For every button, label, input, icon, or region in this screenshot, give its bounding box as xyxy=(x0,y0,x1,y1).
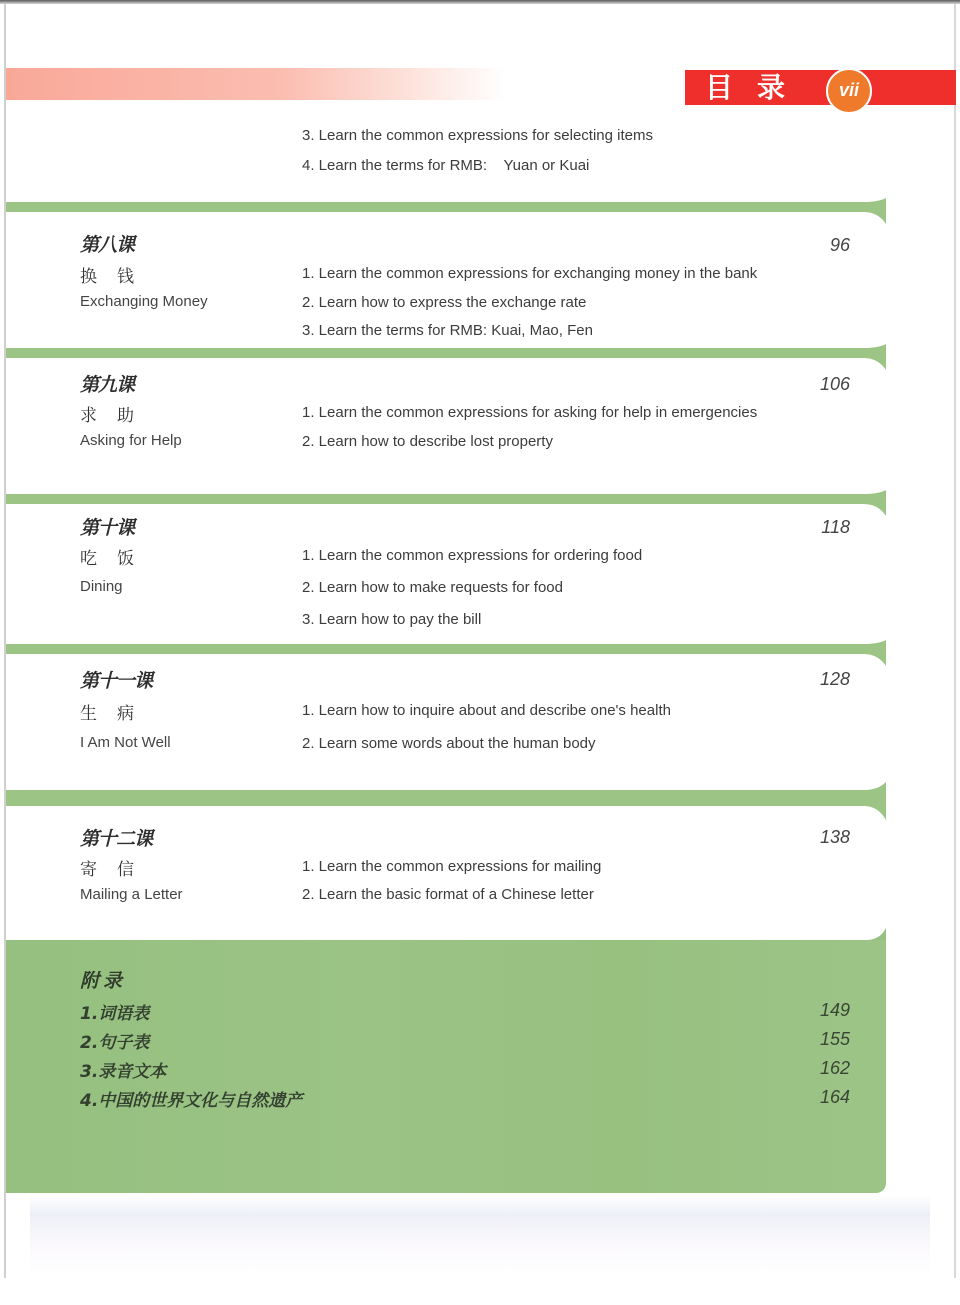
appendix-page-number: 155 xyxy=(819,1029,850,1049)
objective-item: 4. Learn the terms for RMB: Yuan or Kuai xyxy=(302,157,590,174)
appendix-item: 4.中国的世界文化与自然遗产 xyxy=(80,1091,303,1111)
objective-item: 1. Learn how to inquire about and describe one's health xyxy=(302,702,671,719)
section-divider-band xyxy=(6,198,886,224)
lesson-number: 第十课 xyxy=(80,517,135,539)
page-title: 目录 xyxy=(705,71,810,104)
lesson-title-en: Exchanging Money xyxy=(80,293,208,310)
objective-item: 2. Learn the basic format of a Chinese letter xyxy=(302,886,594,903)
lesson-title-cn: 换钱 xyxy=(80,267,154,287)
appendix-page-number: 162 xyxy=(819,1058,850,1078)
objective-item: 3. Learn the terms for RMB: Kuai, Mao, Fen xyxy=(302,322,593,339)
lesson-page-number: 106 xyxy=(819,374,850,394)
page-right-edge xyxy=(954,4,956,1279)
appendix-page-number: 164 xyxy=(819,1087,850,1107)
objective-item: 1. Learn the common expressions for asking for help in emergencies xyxy=(302,404,758,421)
lesson-title-en: Mailing a Letter xyxy=(80,886,183,903)
section-divider-band xyxy=(6,344,886,370)
objective-item: 1. Learn the common expressions for ordering food xyxy=(302,547,643,564)
lesson-title-en: Dining xyxy=(80,578,123,595)
objective-item: 1. Learn the common expressions for exchanging money in the bank xyxy=(302,265,758,282)
page-number-badge: vii xyxy=(826,68,872,114)
lesson-title-cn: 吃饭 xyxy=(80,549,154,569)
section-divider-band xyxy=(6,782,886,820)
lesson-number: 第十一课 xyxy=(80,670,153,692)
scan-top-shadow xyxy=(0,0,960,4)
lesson-title-cn: 寄信 xyxy=(80,860,154,880)
lesson-page-number: 96 xyxy=(829,235,850,255)
lesson-number: 第八课 xyxy=(80,234,135,256)
objective-item: 2. Learn how to express the exchange rate xyxy=(302,294,587,311)
lesson-page-number: 118 xyxy=(821,517,850,537)
lesson-title-cn: 生病 xyxy=(80,704,154,724)
lesson-title-en: Asking for Help xyxy=(80,432,182,449)
header-pink-stripe xyxy=(6,68,506,100)
lesson-page-number: 138 xyxy=(819,827,850,847)
appendix-item: 2.句子表 xyxy=(80,1033,150,1053)
appendix-page-number: 149 xyxy=(819,1000,850,1020)
section-divider-band xyxy=(6,640,886,666)
lesson-title-cn: 求助 xyxy=(80,406,154,426)
lesson-number: 第九课 xyxy=(80,374,135,396)
objective-item: 3. Learn the common expressions for selecting items xyxy=(302,127,653,144)
lesson-page-number: 128 xyxy=(819,669,850,689)
objective-item: 3. Learn how to pay the bill xyxy=(302,611,482,628)
objective-item: 2. Learn how to describe lost property xyxy=(302,433,553,450)
lesson-number: 第十二课 xyxy=(80,828,153,850)
objective-item: 2. Learn how to make requests for food xyxy=(302,579,563,596)
appendix-title: 附录 xyxy=(80,970,127,992)
section-divider-band xyxy=(6,490,886,516)
objective-item: 1. Learn the common expressions for mailing xyxy=(302,858,602,875)
page-bottom-margin xyxy=(0,1278,960,1305)
lesson-title-en: I Am Not Well xyxy=(80,734,171,751)
bleed-through-shadow xyxy=(30,1195,930,1275)
objective-item: 2. Learn some words about the human body xyxy=(302,735,596,752)
appendix-item: 3.录音文本 xyxy=(80,1062,167,1082)
appendix-item: 1.词语表 xyxy=(80,1004,150,1024)
